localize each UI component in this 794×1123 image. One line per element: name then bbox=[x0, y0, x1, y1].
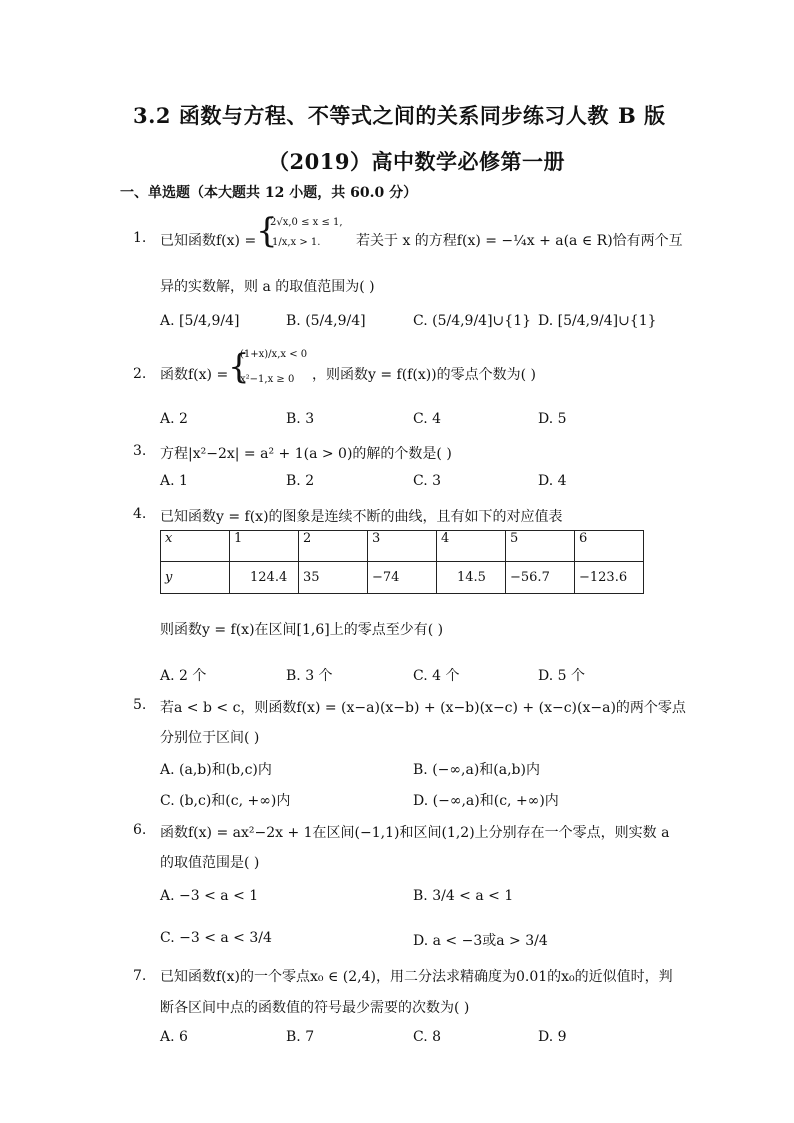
question-2-stem: ，则函数y = f(f(x))的零点个数为( ) bbox=[312, 367, 537, 383]
table-cell: 35 bbox=[299, 562, 368, 594]
question-3-stem: 方程|x²−2x| = a² + 1(a > 0)的解的个数是( ) bbox=[160, 446, 452, 462]
question-1-case2: 1/x,x > 1. bbox=[272, 237, 321, 248]
option-b: B. 2 bbox=[286, 473, 315, 489]
table-row bbox=[161, 562, 644, 594]
table-cell: y bbox=[161, 562, 230, 594]
table-cell: −74 bbox=[368, 562, 437, 594]
question-number: 2. bbox=[133, 366, 147, 382]
option-c: C. (5/4,9/4]∪{1} bbox=[413, 313, 532, 329]
table-cell: 1 bbox=[230, 531, 299, 562]
question-2-case2: x²−1,x ≥ 0 bbox=[240, 374, 295, 385]
question-6-stem-line2: 的取值范围是( ) bbox=[160, 855, 260, 871]
page-title-line1: 3.2 函数与方程、不等式之间的关系同步练习人教 bbox=[133, 103, 609, 128]
option-c: C. 4 bbox=[413, 411, 442, 427]
option-d: D. a < −3或a > 3/4 bbox=[413, 933, 548, 949]
option-d: D. 5 bbox=[538, 411, 567, 427]
option-b: B. 7 bbox=[286, 1029, 315, 1045]
table-cell: −123.6 bbox=[575, 562, 644, 594]
question-2-prefix: 函数f(x) = bbox=[160, 367, 229, 383]
question-6-stem: 函数f(x) = ax²−2x + 1在区间(−1,1)和区间(1,2)上分别存在一个零点，则实数 a bbox=[160, 825, 670, 841]
question-1-stem: 若关于 x 的方程f(x) = −¼x + a(a ∈ R)恰有两个互 bbox=[356, 233, 683, 249]
option-a: A. 2 个 bbox=[160, 668, 207, 684]
question-7-stem: 已知函数f(x)的一个零点x₀ ∈ (2,4)，用二分法求精确度为0.01的x₀的近似值时，判 bbox=[160, 969, 673, 985]
option-b: B. (−∞,a)和(a,b)内 bbox=[413, 762, 540, 778]
table-cell: 14.5 bbox=[437, 562, 506, 594]
option-a: A. −3 < a < 1 bbox=[160, 888, 259, 904]
table-cell: x bbox=[161, 531, 230, 562]
question-number: 6. bbox=[133, 822, 147, 838]
table-cell: 2 bbox=[299, 531, 368, 562]
piecewise-brace: { bbox=[228, 347, 250, 387]
table-cell: 6 bbox=[575, 531, 644, 562]
question-1-stem-line2: 异的实数解，则 a 的取值范围为( ) bbox=[160, 279, 375, 295]
page-title-line2: （2019）高中数学必修第一册 bbox=[268, 149, 565, 174]
option-c: C. (b,c)和(c, +∞)内 bbox=[160, 793, 291, 809]
table-cell: 124.4 bbox=[230, 562, 299, 594]
question-5-stem: 若a < b < c，则函数f(x) = (x−a)(x−b) + (x−b)(x−c) + (x−c)(x−a)的两个零点 bbox=[160, 700, 686, 716]
option-a: A. 2 bbox=[160, 411, 188, 427]
option-d: D. [5/4,9/4]∪{1} bbox=[538, 313, 657, 329]
option-d: D. (−∞,a)和(c, +∞)内 bbox=[413, 793, 559, 809]
option-c: C. −3 < a < 3/4 bbox=[160, 930, 272, 946]
piecewise-brace: { bbox=[256, 211, 278, 251]
option-a: A. [5/4,9/4] bbox=[160, 313, 240, 329]
question-number: 7. bbox=[133, 968, 147, 984]
question-5-stem-line2: 分别位于区间( ) bbox=[160, 730, 260, 746]
option-d: D. 4 bbox=[538, 473, 567, 489]
table-cell: −56.7 bbox=[506, 562, 575, 594]
option-d: D. 5 个 bbox=[538, 668, 585, 684]
question-7-stem-line2: 断各区间中点的函数值的符号最少需要的次数为( ) bbox=[160, 1000, 470, 1016]
table-cell: 3 bbox=[368, 531, 437, 562]
option-a: A. 6 bbox=[160, 1029, 188, 1045]
option-c: C. 3 bbox=[413, 473, 442, 489]
option-c: C. 4 个 bbox=[413, 668, 460, 684]
question-2-case1: (1+x)/x,x < 0 bbox=[240, 349, 308, 360]
table-cell: 4 bbox=[437, 531, 506, 562]
question-number: 3. bbox=[133, 443, 147, 459]
option-a: A. (a,b)和(b,c)内 bbox=[160, 762, 272, 778]
page-title-edition: B 版 bbox=[618, 103, 666, 128]
option-c: C. 8 bbox=[413, 1029, 442, 1045]
question-number: 1. bbox=[133, 230, 147, 246]
question-4-stem: 已知函数y = f(x)的图象是连续不断的曲线，且有如下的对应值表 bbox=[160, 509, 563, 525]
question-4-stem-line2: 则函数y = f(x)在区间[1,6]上的零点至少有( ) bbox=[160, 622, 444, 638]
question-1-prefix: 已知函数f(x) = bbox=[160, 233, 257, 249]
option-a: A. 1 bbox=[160, 473, 188, 489]
section-header: 一、单选题（本大题共 12 小题，共 60.0 分） bbox=[120, 185, 418, 201]
value-table bbox=[160, 530, 644, 594]
option-b: B. 3/4 < a < 1 bbox=[413, 888, 514, 904]
option-b: B. 3 bbox=[286, 411, 315, 427]
question-number: 4. bbox=[133, 506, 147, 522]
question-number: 5. bbox=[133, 697, 147, 713]
table-cell: 5 bbox=[506, 531, 575, 562]
option-d: D. 9 bbox=[538, 1029, 567, 1045]
question-1-case1: 2√x,0 ≤ x ≤ 1, bbox=[270, 217, 343, 228]
option-b: B. (5/4,9/4] bbox=[286, 313, 366, 329]
table-row bbox=[161, 531, 644, 562]
option-b: B. 3 个 bbox=[286, 668, 333, 684]
